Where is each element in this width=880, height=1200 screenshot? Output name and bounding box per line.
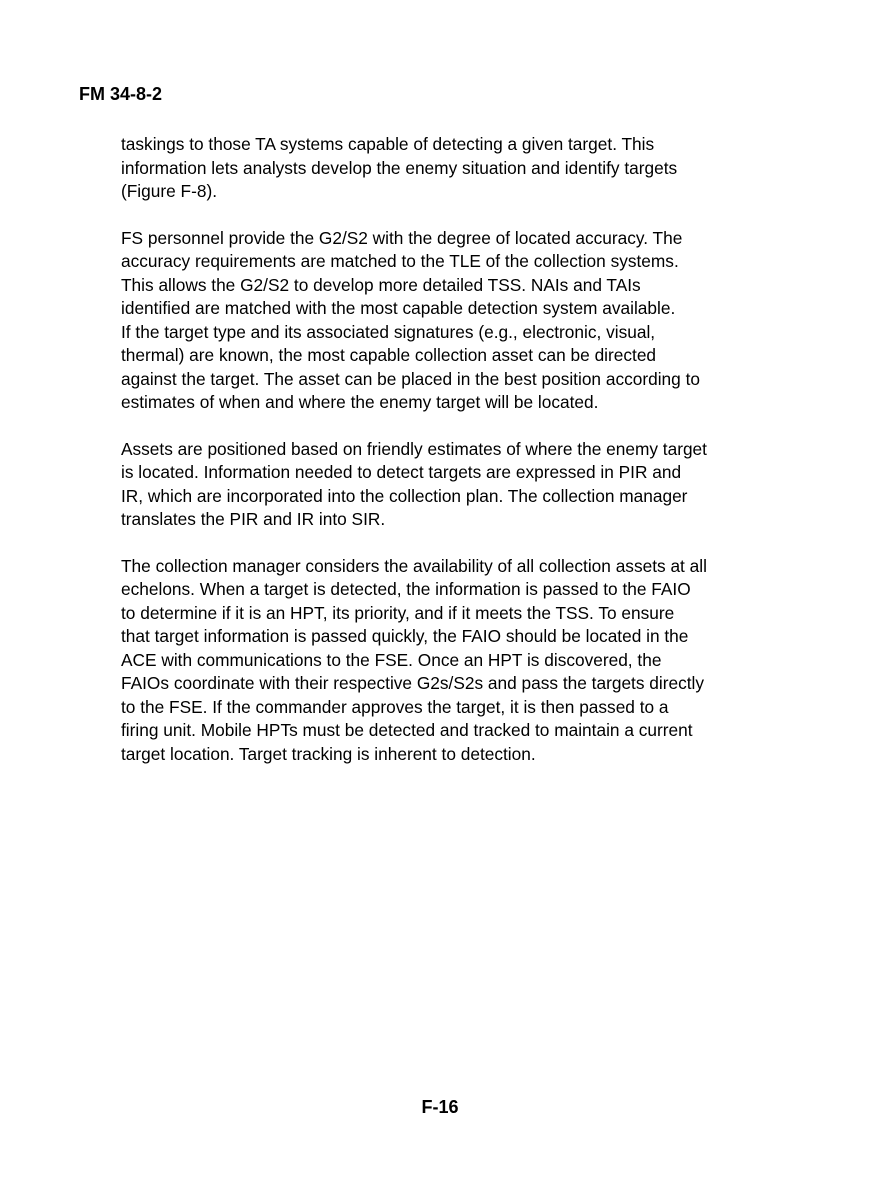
paragraph-4: [121, 555, 821, 767]
text-line: to the FSE. If the commander approves the target, it is then passed to a: [121, 696, 669, 717]
text-line: is located. Information needed to detect targets are expressed in PIR and: [121, 462, 682, 482]
text-line: FAIOs coordinate with their respective G2s/S2s and pass the targets directly: [121, 673, 705, 693]
text-line: taskings to those TA systems capable of detecting a given target. This: [121, 134, 655, 154]
text-line: ACE with communications to the FSE. Once an HPT is discovered, the: [121, 649, 662, 670]
text-line: identified are matched with the most capable detection system available.: [121, 298, 676, 318]
text-line: accuracy requirements are matched to the TLE of the collection systems.: [121, 251, 679, 271]
text-line: If the target type and its associated signatures (e.g., electronic, visual,: [121, 321, 656, 342]
paragraph-3: [121, 438, 821, 532]
document-id-header: FM 34-8-2: [79, 84, 163, 104]
text-line: estimates of when and where the enemy target will be located.: [121, 392, 599, 412]
text-line: firing unit. Mobile HPTs must be detected and tracked to maintain a current: [121, 720, 693, 740]
text-line: to determine if it is an HPT, its priority, and if it meets the TSS. To ensure: [121, 602, 675, 623]
text-line: IR, which are incorporated into the collection plan. The collection manager: [121, 485, 688, 506]
page-number: F-16: [421, 1097, 459, 1117]
text-line: Assets are positioned based on friendly estimates of where the enemy target: [121, 438, 707, 459]
text-line: translates the PIR and IR into SIR.: [121, 509, 386, 529]
paragraph-2: [121, 227, 821, 415]
text-line: target location. Target tracking is inherent to detection.: [121, 743, 536, 764]
text-line: information lets analysts develop the enemy situation and identify targets: [121, 157, 678, 178]
text-line: This allows the G2/S2 to develop more detailed TSS. NAIs and TAIs: [121, 274, 641, 295]
text-line: thermal) are known, the most capable collection asset can be directed: [121, 345, 657, 365]
text-line: FS personnel provide the G2/S2 with the degree of located accuracy. The: [121, 227, 683, 248]
paragraph-1: [121, 133, 821, 204]
text-line: that target information is passed quickly, the FAIO should be located in the: [121, 626, 689, 646]
text-line: The collection manager considers the availability of all collection assets at all: [121, 555, 707, 576]
text-line: (Figure F-8).: [121, 181, 218, 201]
body-text: [121, 133, 821, 789]
text-line: echelons. When a target is detected, the information is passed to the FAIO: [121, 579, 691, 599]
text-line: against the target. The asset can be placed in the best position according to: [121, 368, 700, 389]
